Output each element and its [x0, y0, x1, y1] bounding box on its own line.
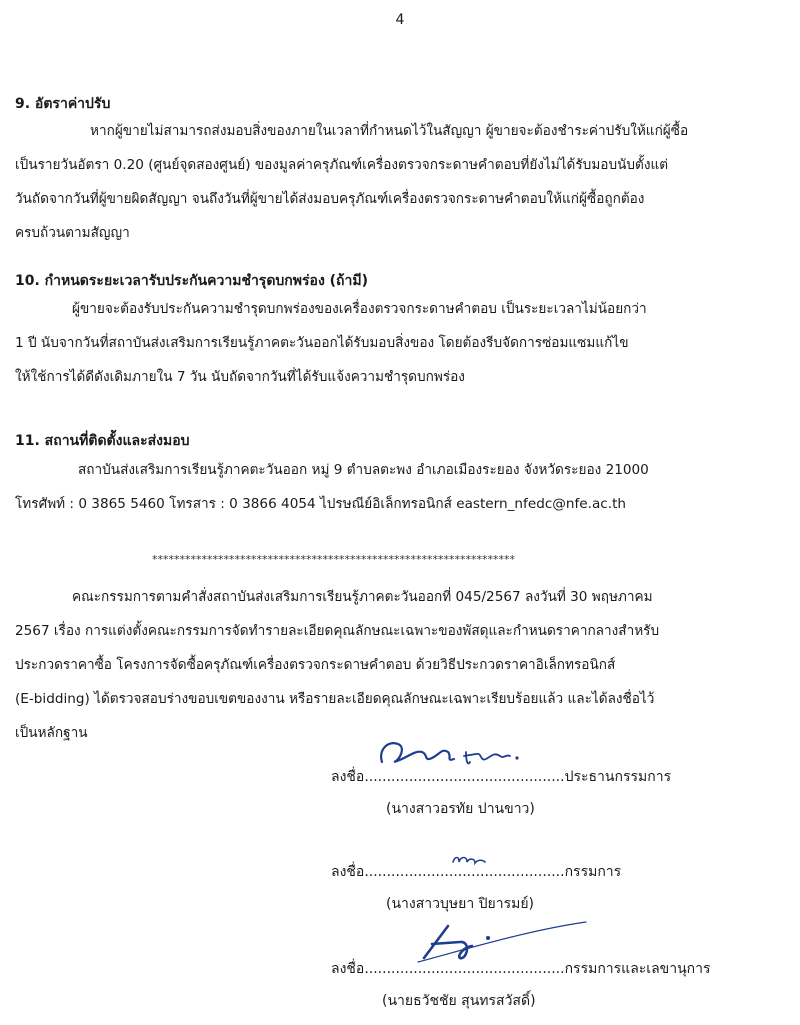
section-9-line: วันถัดจากวันที่ผู้ขายผิดสัญญา จนถึงวันที่ผู้ขายได้ส่งมอบครุภัณฑ์เครื่องตรวจกระดาษคำตอบให้แก่ผู้ซื้อถูกต้อง: [15, 191, 645, 207]
committee-line: ประกวดราคาซื้อ โครงการจัดซื้อครุภัณฑ์เครื่องตรวจกระดาษคำตอบ ด้วยวิธีประกวดราคาอิเล็กทรอนิกส์: [15, 657, 616, 673]
section-10-line: ผู้ขายจะต้องรับประกันความชำรุดบกพร่องของเครื่องตรวจกระดาษคำตอบ เป็นระยะเวลาไม่น้อยกว่า: [72, 301, 647, 317]
signature-line-chairperson: ลงชื่อ.............................................ประธานกรรมการ: [331, 769, 672, 785]
section-10-line: ให้ใช้การได้ดีดังเดิมภายใน 7 วัน นับถัดจากวันที่ได้รับแจ้งความชำรุดบกพร่อง: [15, 369, 465, 385]
committee-line: เป็นหลักฐาน: [15, 725, 88, 741]
committee-line: คณะกรรมการตามคำสั่งสถาบันส่งเสริมการเรียนรู้ภาคตะวันออกที่ 045/2567 ลงวันที่ 30 พฤษภาคม: [72, 589, 653, 605]
signatory-name-chairperson: (นางสาวอรทัย ปานขาว): [386, 801, 535, 817]
section-11-address: สถาบันส่งเสริมการเรียนรู้ภาคตะวันออก หมู่ 9 ตำบลตะพง อำเภอเมืองระยอง จังหวัดระยอง 21000: [78, 462, 649, 478]
section-9-heading: 9. อัตราค่าปรับ: [15, 96, 111, 112]
committee-line: (E-bidding) ได้ตรวจสอบร่างขอบเขตของงาน หรือรายละเอียดคุณลักษณะเฉพาะเรียบร้อยแล้ว และได้ลงชื่อไว้: [15, 691, 655, 707]
signatory-name-member: (นางสาวบุษยา ปิยารมย์): [386, 896, 534, 912]
committee-line: 2567 เรื่อง การแต่งตั้งคณะกรรมการจัดทำรายละเอียดคุณลักษณะเฉพาะของพัสดุและกำหนดราคากลางสำหรับ: [15, 623, 660, 639]
section-10-heading: 10. กำหนดระยะเวลารับประกันความชำรุดบกพร่อง (ถ้ามี): [15, 273, 369, 289]
signature-line-secretary: ลงชื่อ.............................................กรรมการและเลขานุการ: [331, 961, 711, 977]
signatory-name-secretary: (นายธวัชชัย สุนทรสวัสดิ์): [382, 993, 536, 1009]
section-9-line: เป็นรายวันอัตรา 0.20 (ศูนย์จุดสองศูนย์) ของมูลค่าครุภัณฑ์เครื่องตรวจกระดาษคำตอบที่ยังไม่ได้รับมอบนับตั้งแต่: [15, 157, 669, 173]
page-number: 4: [395, 12, 405, 28]
section-11-heading: 11. สถานที่ติดตั้งและส่งมอบ: [15, 433, 190, 449]
section-9-line: ครบถ้วนตามสัญญา: [15, 225, 130, 241]
section-11-contact: โทรศัพท์ : 0 3865 5460 โทรสาร : 0 3866 4054 ไปรษณีย์อิเล็กทรอนิกส์ eastern_nfedc@nfe.ac.th: [15, 496, 627, 512]
section-9-line: หากผู้ขายไม่สามารถส่งมอบสิ่งของภายในเวลาที่กำหนดไว้ในสัญญา ผู้ขายจะต้องชำระค่าปรับให้แก่ผู้ซื้อ: [90, 123, 689, 139]
separator-stars: ******************************************************************: [152, 553, 515, 566]
signature-line-member: ลงชื่อ.............................................กรรมการ: [331, 864, 622, 880]
section-10-line: 1 ปี นับจากวันที่สถาบันส่งเสริมการเรียนรู้ภาคตะวันออกได้รับมอบสิ่งของ โดยต้องรีบจัดการซ่อมแซมแก้ไข: [15, 335, 629, 351]
